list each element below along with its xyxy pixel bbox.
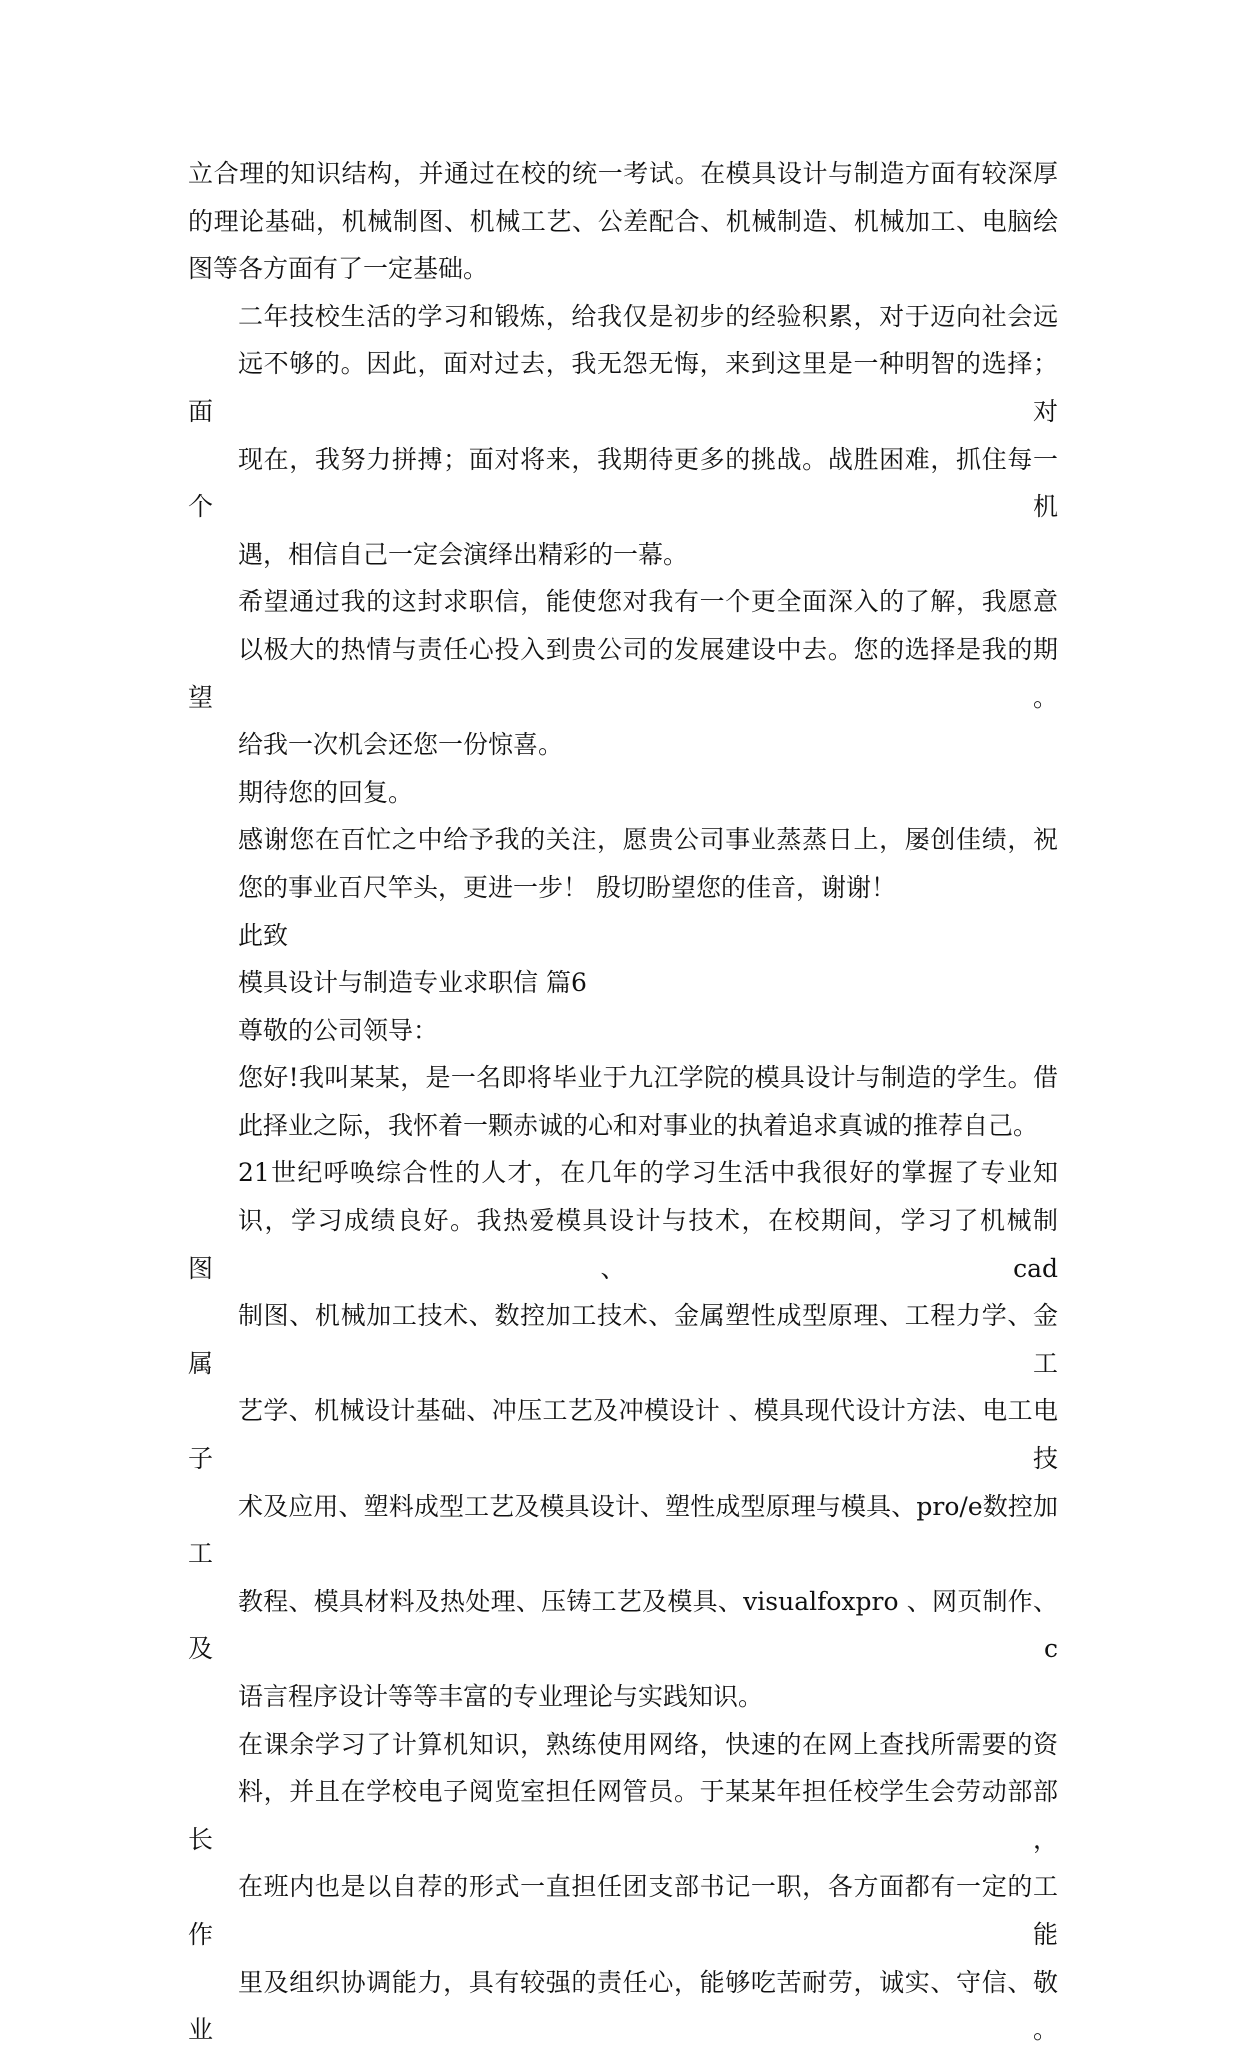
text-line: 的理论基础，机械制图、机械工艺、公差配合、机械制造、机械加工、电脑绘 (188, 206, 1058, 236)
text-line: 里及组织协调能力，具有较强的责任心，能够吃苦耐劳，诚实、守信、敬业。 (188, 1967, 1058, 2045)
text-line: 识，学习成绩良好。我热爱模具设计与技术，在校期间，学习了机械制图、cad (188, 1206, 1058, 1283)
text-line: 术及应用、塑料成型工艺及模具设计、塑性成型原理与模具、pro/e数控加工 (188, 1491, 1058, 1569)
text-line: 料，并且在学校电子阅览室担任网管员。于某某年担任校学生会劳动部部长， (188, 1777, 1058, 1854)
text-line: 您好!我叫某某，是一名即将毕业于九江学院的模具设计与制造的学生。借 (238, 1063, 1058, 1093)
text-line: 二年技校生活的学习和锻炼，给我仅是初步的经验积累，对于迈向社会远 (238, 301, 1058, 331)
text-line: 遇，相信自己一定会演绎出精彩的一幕。 (238, 539, 689, 569)
paragraph-courses (188, 1149, 1058, 1720)
text-line: 此致 (238, 920, 289, 950)
text-line: 模具设计与制造专业求职信 篇6 (238, 968, 587, 998)
text-line: 在课余学习了计算机知识，熟练使用网络，快速的在网上查找所需要的资 (238, 1729, 1058, 1759)
text-line: 此择业之际，我怀着一颗赤诚的心和对事业的执着追求真诚的推荐自己。 (238, 1110, 1039, 1140)
section-heading-letter-6 (188, 959, 1058, 1007)
paragraph-introduction (188, 1054, 1058, 1149)
text-line: 立合理的知识结构，并通过在校的统一考试。在模具设计与制造方面有较深厚 (188, 159, 1058, 188)
text-line: 远不够的。因此，面对过去，我无怨无悔，来到这里是一种明智的选择；面对 (188, 349, 1058, 426)
paragraph-extracurricular (188, 1721, 1058, 2054)
text-line: 希望通过我的这封求职信，能使您对我有一个更全面深入的了解，我愿意 (238, 587, 1058, 617)
text-line: 感谢您在百忙之中给予我的关注，愿贵公司事业蒸蒸日上，屡创佳绩，祝 (238, 825, 1058, 855)
text-line: 艺学、机械设计基础、冲压工艺及冲模设计 、模具现代设计方法、电工电子技 (188, 1396, 1058, 1474)
paragraph-hope (188, 578, 1058, 768)
text-line: 图等各方面有了一定基础。 (188, 254, 489, 284)
paragraph-knowledge-structure (188, 150, 1058, 293)
text-line: 21世纪呼唤综合性的人才，在几年的学习生活中我很好的掌握了专业知 (238, 1158, 1058, 1188)
paragraph-thanks (188, 816, 1058, 911)
text-line: 语言程序设计等等丰富的专业理论与实践知识。 (238, 1682, 764, 1711)
text-line: 尊敬的公司领导： (238, 1015, 439, 1045)
text-line: 在班内也是以自荐的形式一直担任团支部书记一职，各方面都有一定的工作能 (188, 1872, 1058, 1949)
paragraph-school-life (188, 293, 1058, 579)
text-line: 教程、模具材料及热处理、压铸工艺及模具、visualfoxpro 、网页制作、及c (188, 1586, 1058, 1664)
text-line: 制图、机械加工技术、数控加工技术、金属塑性成型原理、工程力学、金属工 (188, 1301, 1058, 1378)
text-line: 期待您的回复。 (238, 777, 414, 807)
paragraph-salutation (188, 1007, 1058, 1055)
text-line: 您的事业百尺竿头，更进一步！ 殷切盼望您的佳音，谢谢！ (238, 872, 896, 902)
paragraph-closing (188, 912, 1058, 960)
text-line: 给我一次机会还您一份惊喜。 (238, 730, 564, 760)
letter-body (188, 150, 1058, 2054)
paragraph-expect-reply (188, 769, 1058, 817)
text-line: 以极大的热情与责任心投入到贵公司的发展建设中去。您的选择是我的期望。 (188, 634, 1058, 712)
text-line: 现在，我努力拼搏；面对将来，我期待更多的挑战。战胜困难，抓住每一个机 (188, 444, 1058, 522)
